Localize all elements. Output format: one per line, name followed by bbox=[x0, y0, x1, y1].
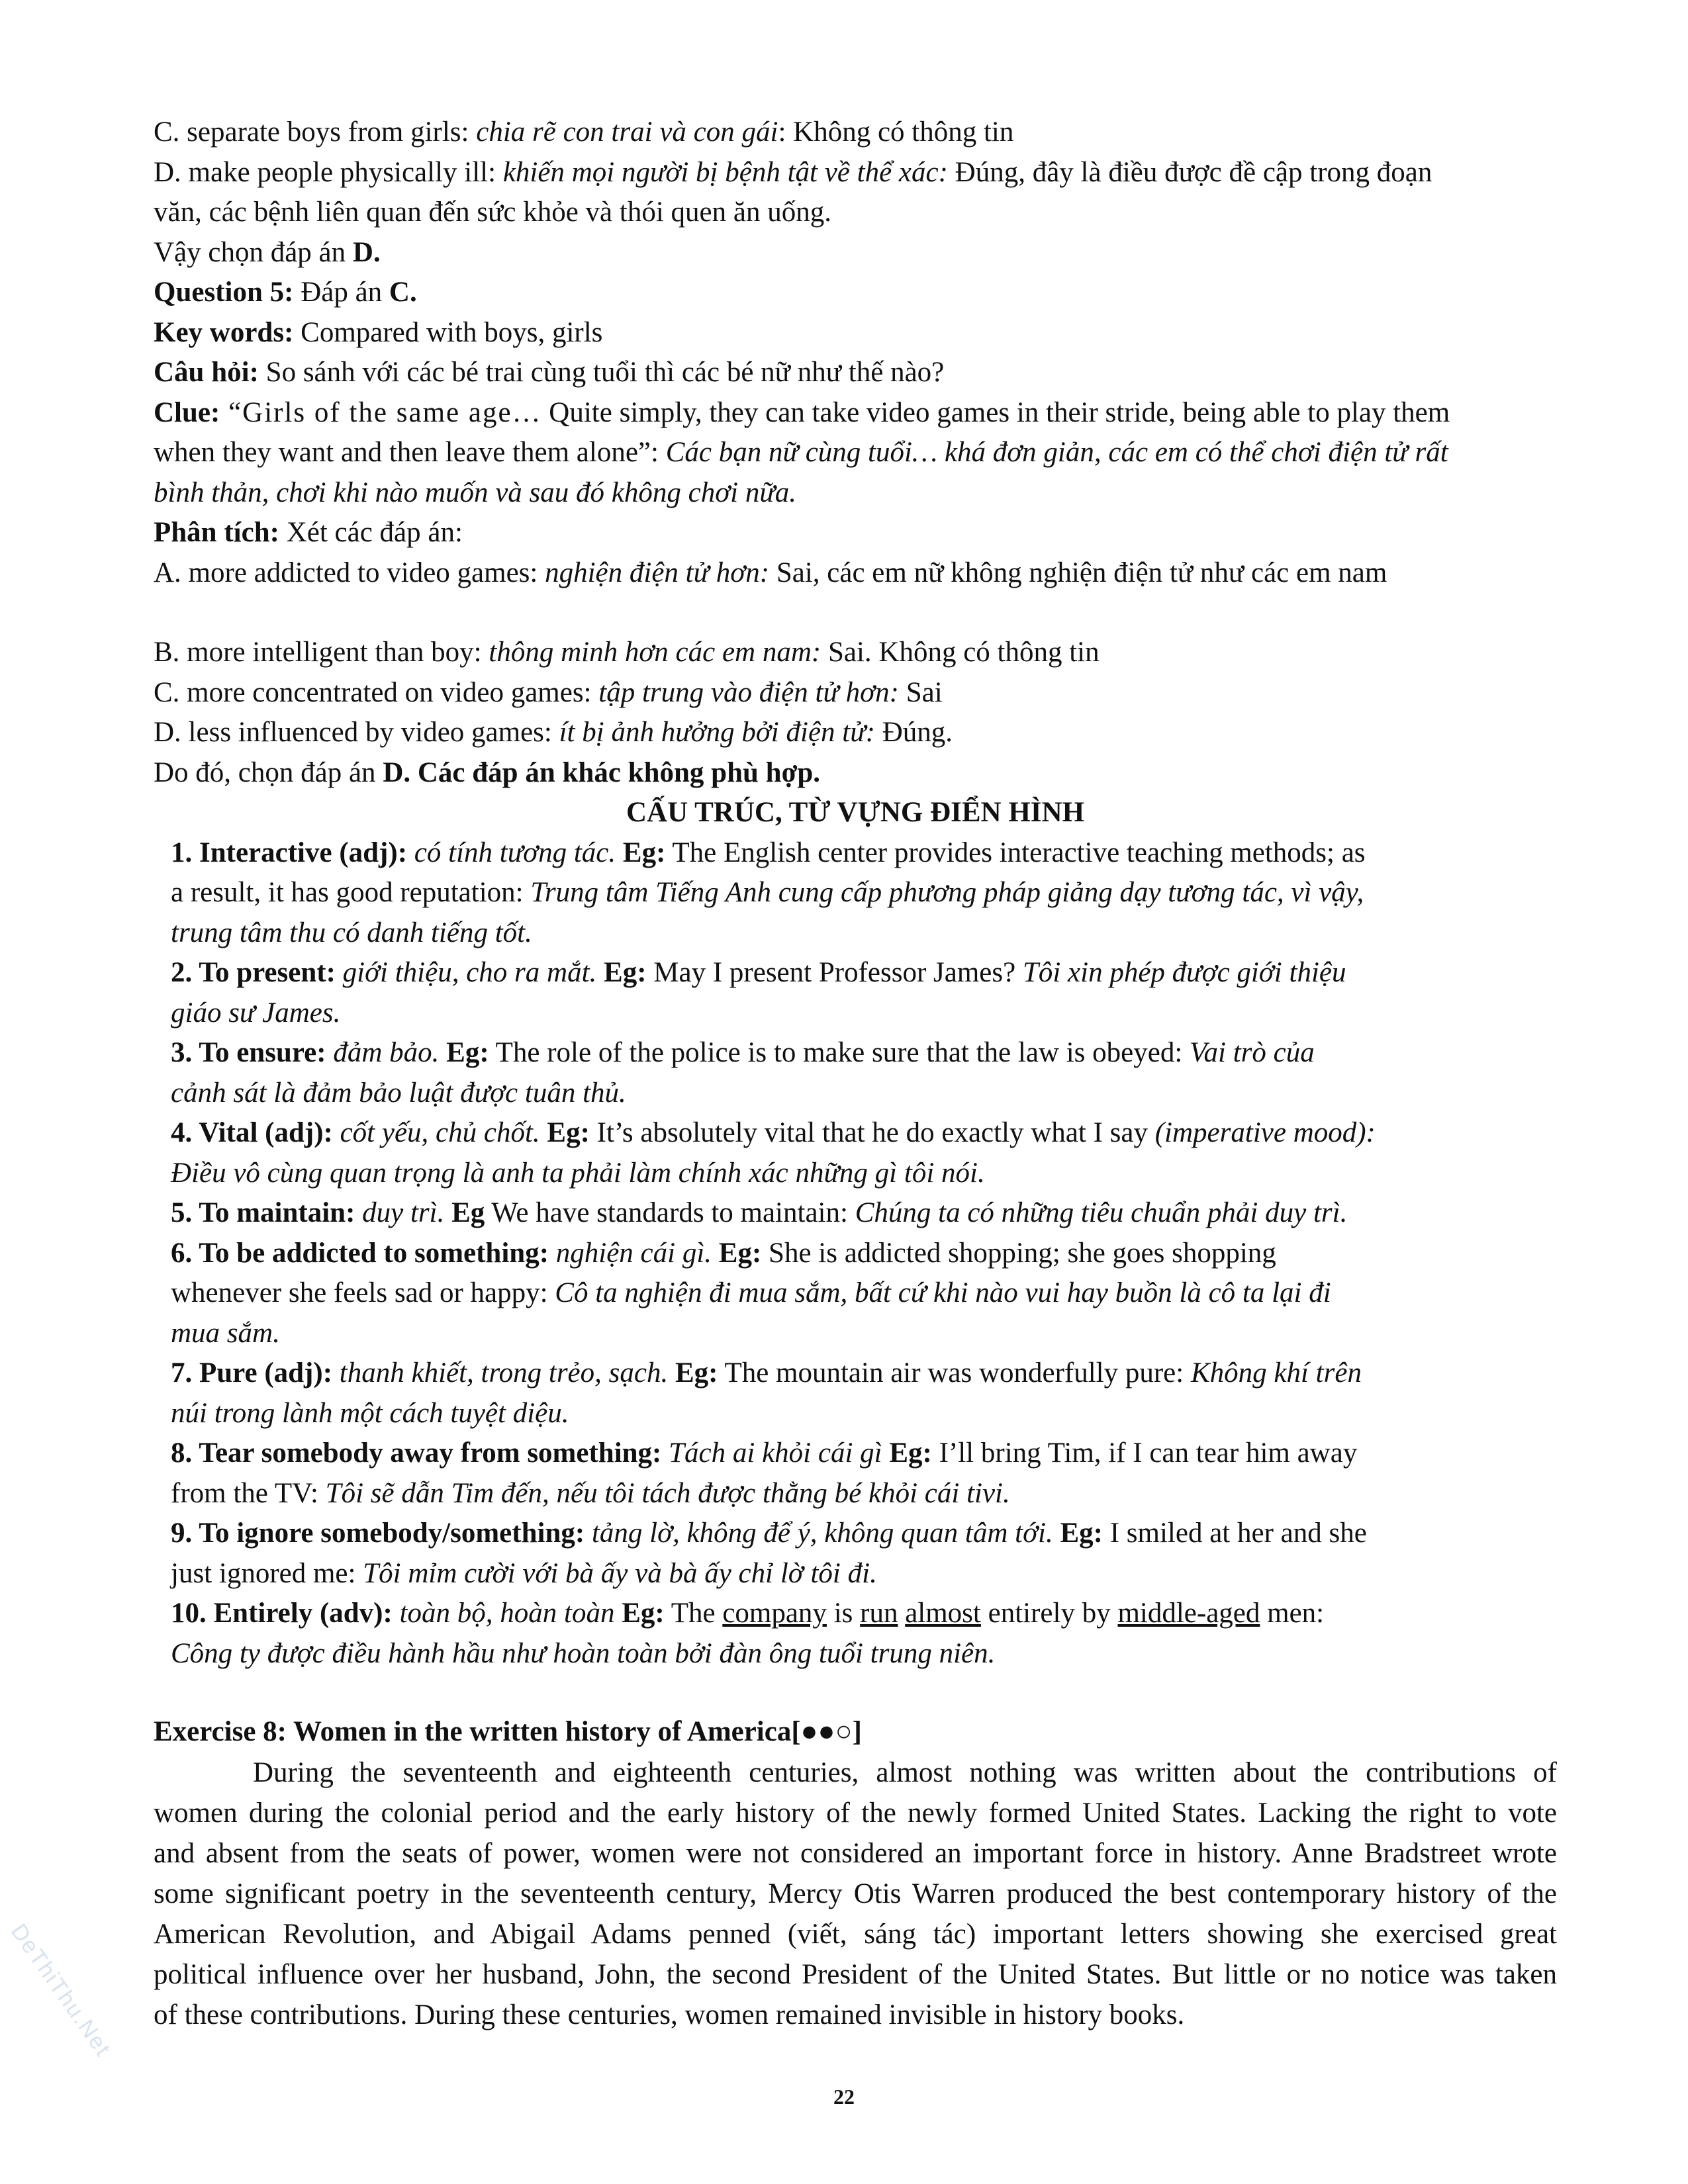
exercise-title: Exercise 8: Women in the written history of America[●●○] bbox=[154, 1716, 862, 1747]
vocab-item-1: 1. Interactive (adj): có tính tương tác. Eg: The English center provides interactive teaching methods; as bbox=[171, 837, 1366, 868]
q5-keywords: Key words: Compared with boys, girls bbox=[154, 316, 603, 348]
q5-option-d: D. less influenced by video games: ít bị ảnh hưởng bởi điện tử: Đúng. bbox=[154, 717, 953, 748]
option-d-line-cont: văn, các bệnh liên quan đến sức khỏe và thói quen ăn uống. bbox=[154, 197, 831, 228]
exercise-paragraph-line: some significant poetry in the seventeenth century, Mercy Otis Warren produced the best contemporary history of the bbox=[154, 1878, 1557, 1909]
vocab-item-6-cont: whenever she feels sad or happy: Cô ta nghiện đi mua sắm, bất cứ khi nào vui hay buồn là cô ta lại đi bbox=[171, 1277, 1331, 1308]
q5-option-c: C. more concentrated on video games: tập trung vào điện tử hơn: Sai bbox=[154, 676, 943, 708]
q5-conclusion: Do đó, chọn đáp án D. Các đáp án khác không phù hợp. bbox=[154, 756, 821, 788]
vocab-title: CẤU TRÚC, TỪ VỰNG ĐIỂN HÌNH bbox=[626, 797, 1085, 828]
vocab-item-1-cont: a result, it has good reputation: Trung tâm Tiếng Anh cung cấp phương pháp giảng dạy tương tác, vì vậy, bbox=[171, 877, 1364, 908]
q5-clue-cont2: bình thản, chơi khi nào muốn và sau đó không chơi nữa. bbox=[154, 477, 797, 508]
exercise-paragraph-line: and absent from the seats of power, women were not considered an important force in history. Anne Bradstreet wrote bbox=[154, 1837, 1557, 1869]
vocab-item-10-cont: Công ty được điều hành hầu như hoàn toàn bởi đàn ông tuổi trung niên. bbox=[171, 1637, 996, 1669]
vocab-item-7-cont: núi trong lành một cách tuyệt diệu. bbox=[171, 1397, 569, 1429]
vocab-item-9-cont: just ignored me: Tôi mỉm cười với bà ấy và bà ấy chỉ lờ tôi đi. bbox=[171, 1557, 877, 1589]
vocab-item-5: 5. To maintain: duy trì. Eg We have standards to maintain: Chúng ta có những tiêu chuẩn phải duy trì. bbox=[171, 1197, 1348, 1228]
vocab-item-3: 3. To ensure: đảm bảo. Eg: The role of the police is to make sure that the law is obeyed: Vai trò của bbox=[171, 1037, 1315, 1068]
q4-answer-line: Vậy chọn đáp án D. bbox=[154, 236, 381, 268]
exercise-paragraph-line: During the seventeenth and eighteenth centuries, almost nothing was written about the contributions of bbox=[253, 1756, 1557, 1788]
page-number: 22 bbox=[833, 2085, 855, 2109]
vocab-item-4-cont: Điều vô cùng quan trọng là anh ta phải làm chính xác những gì tôi nói. bbox=[171, 1157, 985, 1189]
exercise-paragraph-line: American Revolution, and Abigail Adams penned (viết, sáng tác) important letters showing she exercised great bbox=[154, 1918, 1557, 1950]
vocab-item-2-cont: giáo sư James. bbox=[171, 997, 341, 1028]
option-d-line: D. make people physically ill: khiến mọi người bị bệnh tật về thể xác: Đúng, đây là điều được đề cập trong đoạn bbox=[154, 156, 1432, 188]
vocab-item-9: 9. To ignore somebody/something: tảng lờ, không để ý, không quan tâm tới. Eg: I smiled at her and she bbox=[171, 1518, 1367, 1549]
q5-clue: Clue: “Girls of the same age… Quite simply, they can take video games in their stride, being able to play them bbox=[154, 396, 1450, 428]
q5-clue-cont: when they want and then leave them alone”: Các bạn nữ cùng tuổi… khá đơn giản, các em có thể chơi điện tử rất bbox=[154, 437, 1448, 468]
vocab-item-1-cont2: trung tâm thu có danh tiếng tốt. bbox=[171, 917, 532, 948]
q5-heading: Question 5: Đáp án C. bbox=[154, 277, 417, 308]
vocab-item-3-cont: cảnh sát là đảm bảo luật được tuân thủ. bbox=[171, 1077, 626, 1109]
exercise-paragraph-line: women during the colonial period and the early history of the newly formed United States. Lacking the right to vote bbox=[154, 1797, 1557, 1829]
vocab-item-7: 7. Pure (adj): thanh khiết, trong trẻo, sạch. Eg: The mountain air was wonderfully pure: Không khí trên bbox=[171, 1357, 1362, 1388]
vocab-item-8-cont: from the TV: Tôi sẽ dẫn Tim đến, nếu tôi tách được thằng bé khỏi cái tivi. bbox=[171, 1477, 1010, 1509]
q5-option-b: B. more intelligent than boy: thông minh hơn các em nam: Sai. Không có thông tin bbox=[154, 637, 1100, 668]
exercise-paragraph-line: political influence over her husband, John, the second President of the United States. But little or no notice was taken bbox=[154, 1958, 1557, 1990]
blank-line bbox=[154, 593, 1557, 633]
option-c-line: C. separate boys from girls: chia rẽ con trai và con gái: Không có thông tin bbox=[154, 116, 1014, 148]
exercise-paragraph-line: of these contributions. During these centuries, women remained invisible in history books. bbox=[154, 1999, 1185, 2030]
q5-analysis: Phân tích: Xét các đáp án: bbox=[154, 517, 463, 548]
watermark: DeThiThu.Net bbox=[5, 1919, 117, 2062]
vocab-item-10: 10. Entirely (adv): toàn bộ, hoàn toàn Eg: The company is run almost entirely by middle-aged men: bbox=[171, 1598, 1325, 1629]
vocab-item-6: 6. To be addicted to something: nghiện cái gì. Eg: She is addicted shopping; she goes shopping bbox=[171, 1237, 1276, 1269]
vocab-item-6-cont2: mua sắm. bbox=[171, 1317, 280, 1349]
document-page bbox=[154, 113, 1557, 2035]
vocab-item-4: 4. Vital (adj): cốt yếu, chủ chốt. Eg: It’s absolutely vital that he do exactly what I say (imperative mood): bbox=[171, 1117, 1376, 1148]
q5-question: Câu hỏi: So sánh với các bé trai cùng tuổi thì các bé nữ như thế nào? bbox=[154, 357, 945, 388]
vocab-item-8: 8. Tear somebody away from something: Tách ai khỏi cái gì Eg: I’ll bring Tim, if I can tear him away bbox=[171, 1437, 1358, 1469]
vocab-item-2: 2. To present: giới thiệu, cho ra mắt. Eg: May I present Professor James? Tôi xin phép được giới thiệu bbox=[171, 957, 1346, 988]
q5-option-a: A. more addicted to video games: nghiện điện tử hơn: Sai, các em nữ không nghiện điện tử như các em nam bbox=[154, 557, 1387, 588]
blank-line bbox=[154, 1674, 1557, 1712]
